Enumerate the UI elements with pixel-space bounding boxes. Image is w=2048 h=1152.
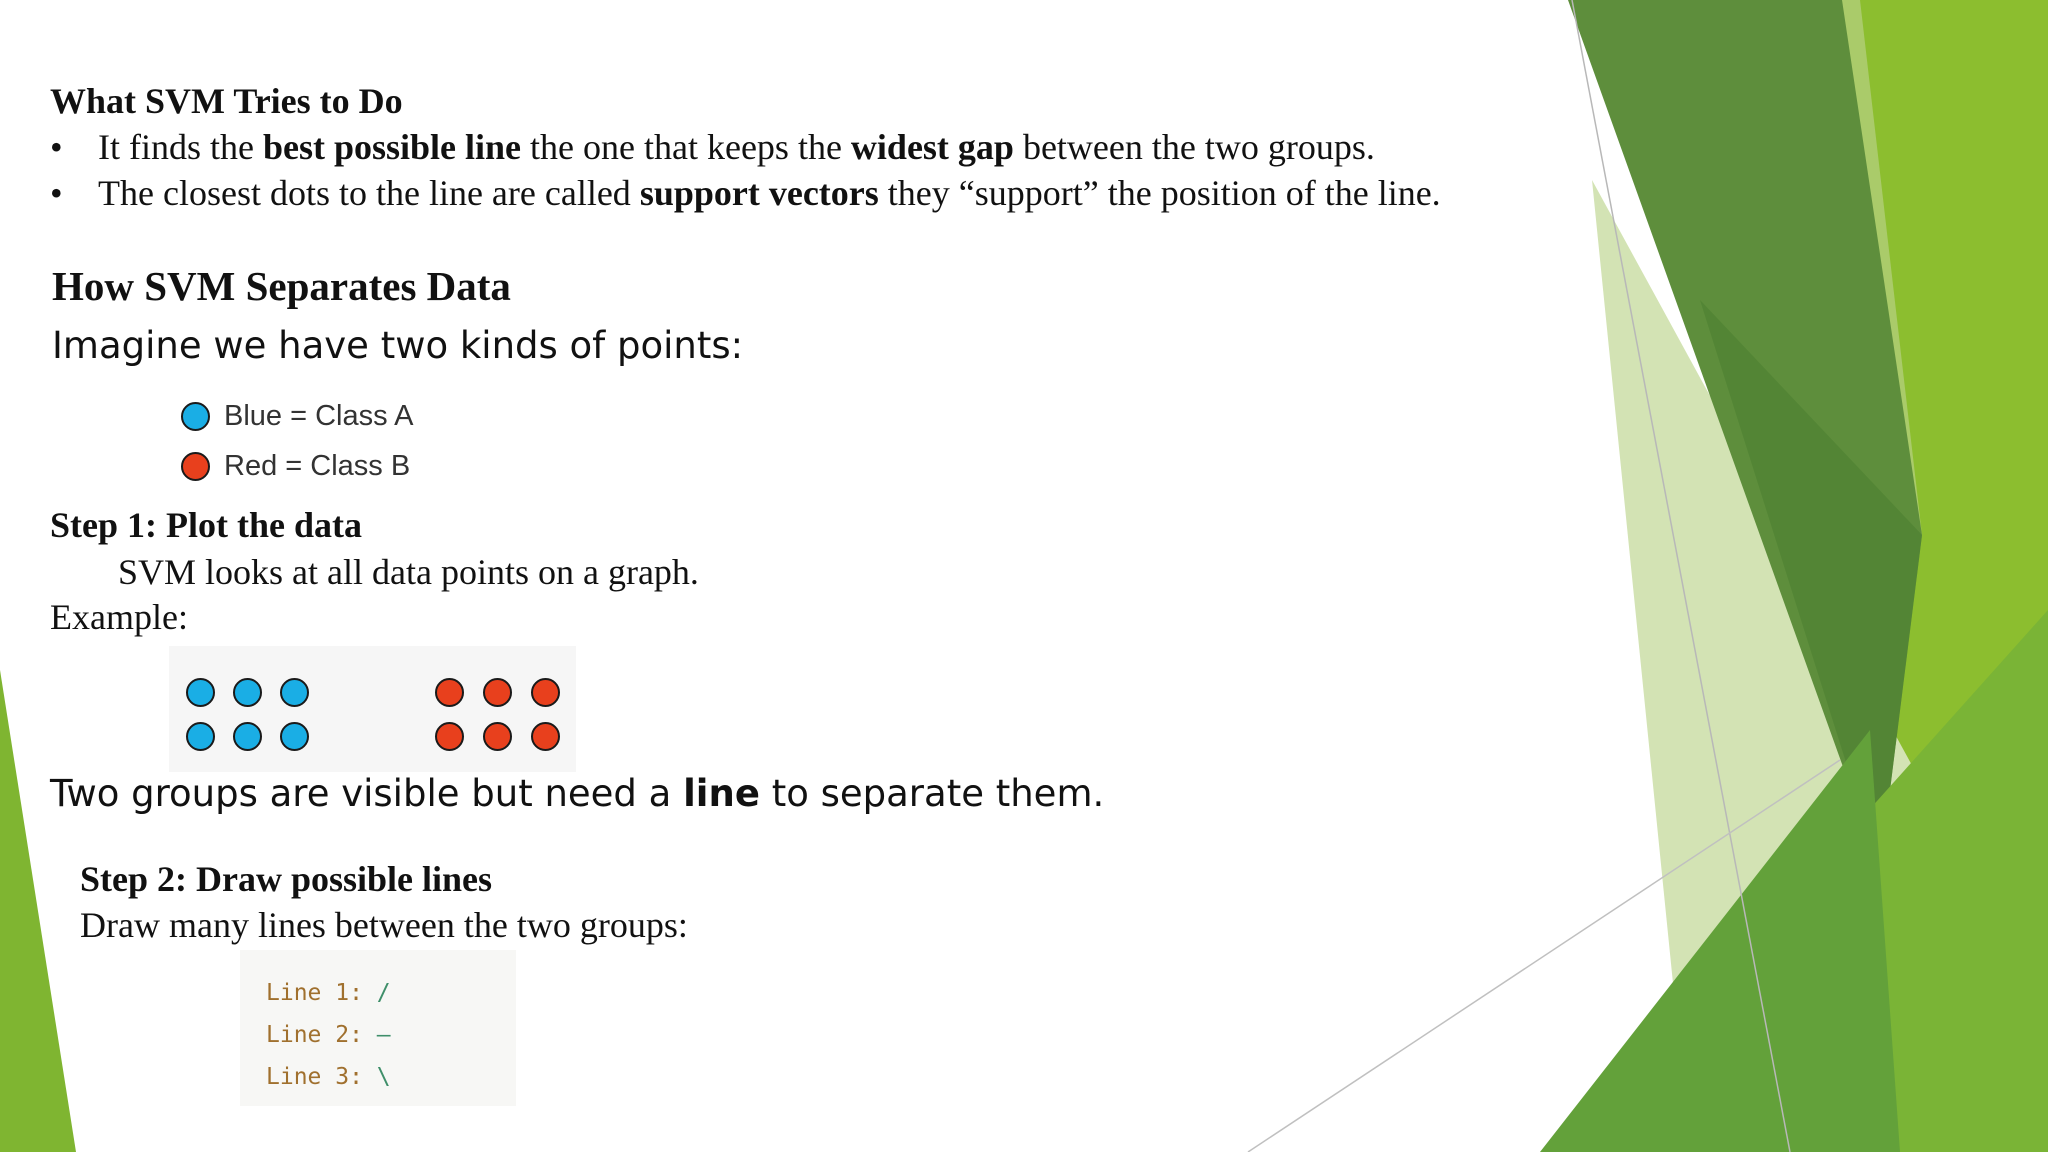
blue-dot-icon [181, 402, 210, 431]
blue-dot-icon [280, 678, 309, 707]
red-dot-icon [483, 722, 512, 751]
section2-title: How SVM Separates Data [52, 263, 511, 309]
line-1-label: Line 1: [266, 980, 377, 1006]
bullet1-bold-a: best possible line [262, 127, 522, 167]
bullet1-text-c: between the two groups. [1013, 127, 1375, 167]
bullet1-bold-b: widest gap [850, 127, 1014, 167]
bullet1-text-b: the one that keeps the [521, 127, 851, 167]
code-line-2 [266, 1022, 391, 1048]
conclusion-text-a: Two groups are visible but need a [50, 772, 684, 815]
line-2-symbol: — [376, 1022, 391, 1048]
line-2-label: Line 2: [266, 1022, 377, 1048]
line-3-label: Line 3: [266, 1064, 377, 1090]
example-label: Example: [50, 597, 188, 637]
blue-dot-icon [280, 722, 309, 751]
step2-title: Step 2: Draw possible lines [80, 859, 493, 899]
legend-label-red: Red = Class B [224, 450, 411, 482]
bullet2-bold-a: support vectors [639, 173, 879, 213]
step1-text: SVM looks at all data points on a graph. [118, 552, 699, 592]
red-dot-icon [531, 678, 560, 707]
section1-title: What SVM Tries to Do [50, 81, 403, 121]
legend-label-blue: Blue = Class A [224, 400, 414, 432]
red-dot-icon [531, 722, 560, 751]
line-3-symbol: \ [376, 1064, 391, 1090]
bullet2-text-a: The closest dots to the line are called [98, 173, 640, 213]
code-line-1 [266, 980, 391, 1006]
code-line-3 [266, 1064, 391, 1090]
bullet-marker: • [50, 127, 63, 167]
code-block [240, 950, 516, 1106]
section1-bullet-1 [50, 126, 1375, 168]
blue-dot-icon [233, 678, 262, 707]
conclusion-bold: line [683, 772, 760, 815]
red-dot-icon [483, 678, 512, 707]
blue-dot-icon [233, 722, 262, 751]
bullet1-text-a: It finds the [98, 127, 263, 167]
example-dots-panel [169, 646, 576, 772]
section1-bullet-2 [50, 172, 1441, 214]
red-dot-icon [181, 452, 210, 481]
step1-title: Step 1: Plot the data [50, 505, 362, 545]
legend-item-blue [181, 400, 413, 433]
decor-shape-left [0, 670, 76, 1152]
bullet2-text-b: they “support” the position of the line. [878, 173, 1441, 213]
line-1-symbol: / [376, 980, 391, 1006]
blue-dot-icon [186, 722, 215, 751]
red-dot-icon [435, 678, 464, 707]
section2-intro: Imagine we have two kinds of points: [52, 324, 744, 367]
bullet-marker: • [50, 173, 63, 213]
legend-item-red [181, 450, 410, 483]
blue-dot-icon [186, 678, 215, 707]
conclusion-text-b: to separate them. [759, 772, 1105, 815]
step2-text: Draw many lines between the two groups: [80, 905, 688, 945]
red-dot-icon [435, 722, 464, 751]
step1-conclusion [50, 772, 1104, 815]
